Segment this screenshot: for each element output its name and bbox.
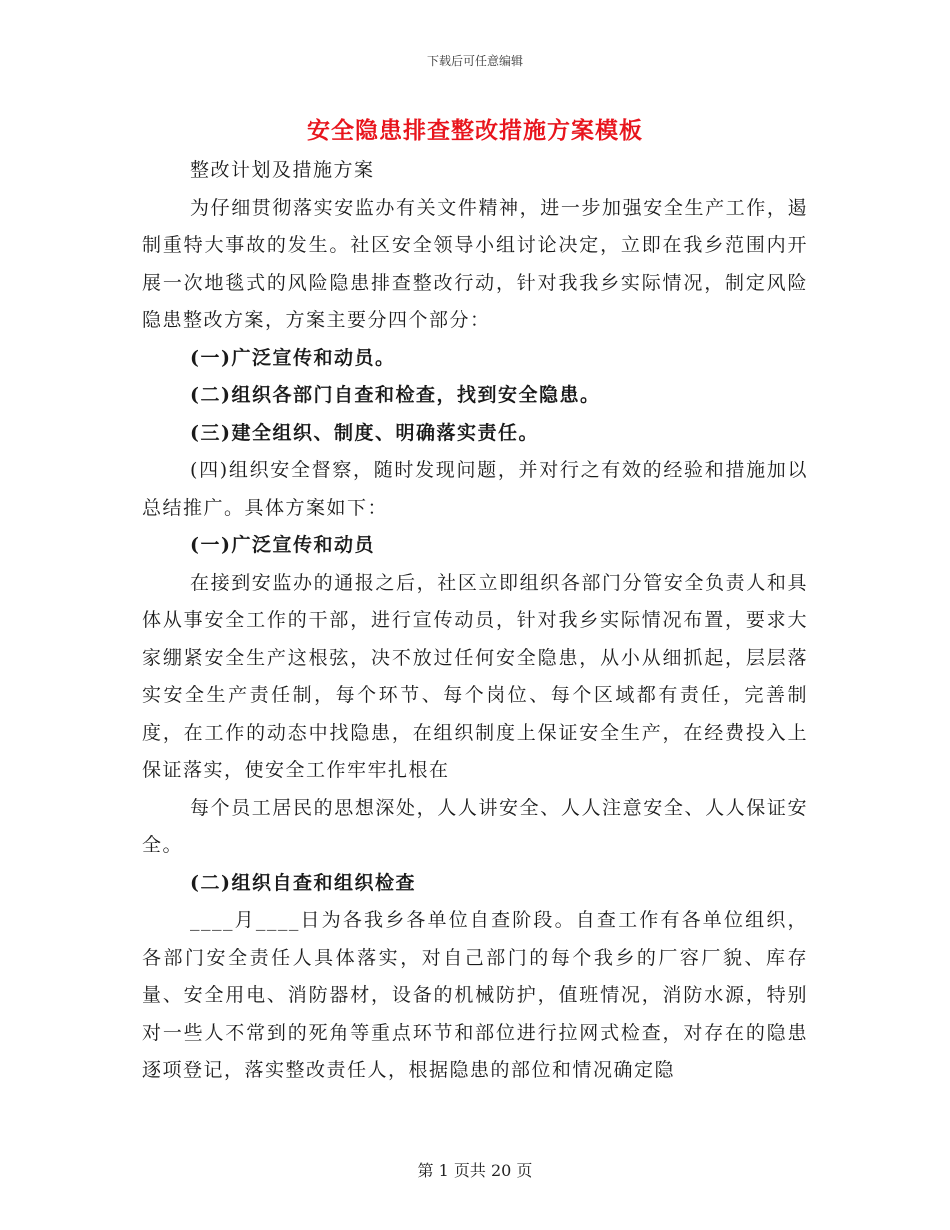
paragraph: 整改计划及措施方案 bbox=[190, 159, 375, 181]
paragraph: 在接到安监办的通报之后，社区立即组织各部门分管安全负责人和具体从事安全工作的干部，进行宣传动员，针对我乡实际情况布置，要求大家绷紧安全生产这根弦，决不放过任何安全隐患，从小从细抓起，层层落实安全生产责任制，每个环节、每个岗位、每个区域都有责任，完善制度，在工作的动态中找隐患，在组织制度上保证安全生产，在经费投入上保证落实，使安全工作牢牢扎根在 bbox=[142, 571, 808, 781]
section-heading: (三)建全组织、制度、明确落实责任。 bbox=[190, 421, 539, 444]
paragraph: 为仔细贯彻落实安监办有关文件精神，进一步加强安全生产工作，遏制重特大事故的发生。社区安全领导小组讨论决定，立即在我乡范围内开展一次地毯式的风险隐患排查整改行动，针对我我乡实际情况，制定风险隐患整改方案，方案主要分四个部分： bbox=[142, 196, 808, 331]
section-heading: (一)广泛宣传和动员 bbox=[190, 534, 375, 556]
document-body bbox=[142, 152, 808, 1090]
section-heading: (一)广泛宣传和动员。 bbox=[190, 346, 396, 369]
page-footer: 第 1 页共 20 页 bbox=[417, 1161, 533, 1180]
paragraph: 每个员工居民的思想深处，人人讲安全、人人注意安全、人人保证安全。 bbox=[142, 796, 808, 856]
page-header: 下载后可任意编辑 bbox=[426, 54, 523, 68]
section-heading: (二)组织自查和组织检查 bbox=[190, 871, 416, 894]
document-title: 安全隐患排查整改措施方案模板 bbox=[307, 117, 643, 144]
paragraph: ____月____日为各我乡各单位自查阶段。自查工作有各单位组织，各部门安全责任人具体落实，对自己部门的每个我乡的厂容厂貌、库存量、安全用电、消防器材，设备的机械防护，值班情况，消防水源，特别对一些人不常到的死角等重点环节和部位进行拉网式检查，对存在的隐患逐项登记，落实整改责任人，根据隐患的部位和情况确定隐 bbox=[142, 909, 808, 1081]
paragraph: (四)组织安全督察，随时发现问题，并对行之有效的经验和措施加以总结推广。具体方案如下： bbox=[142, 459, 808, 519]
section-heading: (二)组织各部门自查和检查，找到安全隐患。 bbox=[190, 384, 601, 406]
